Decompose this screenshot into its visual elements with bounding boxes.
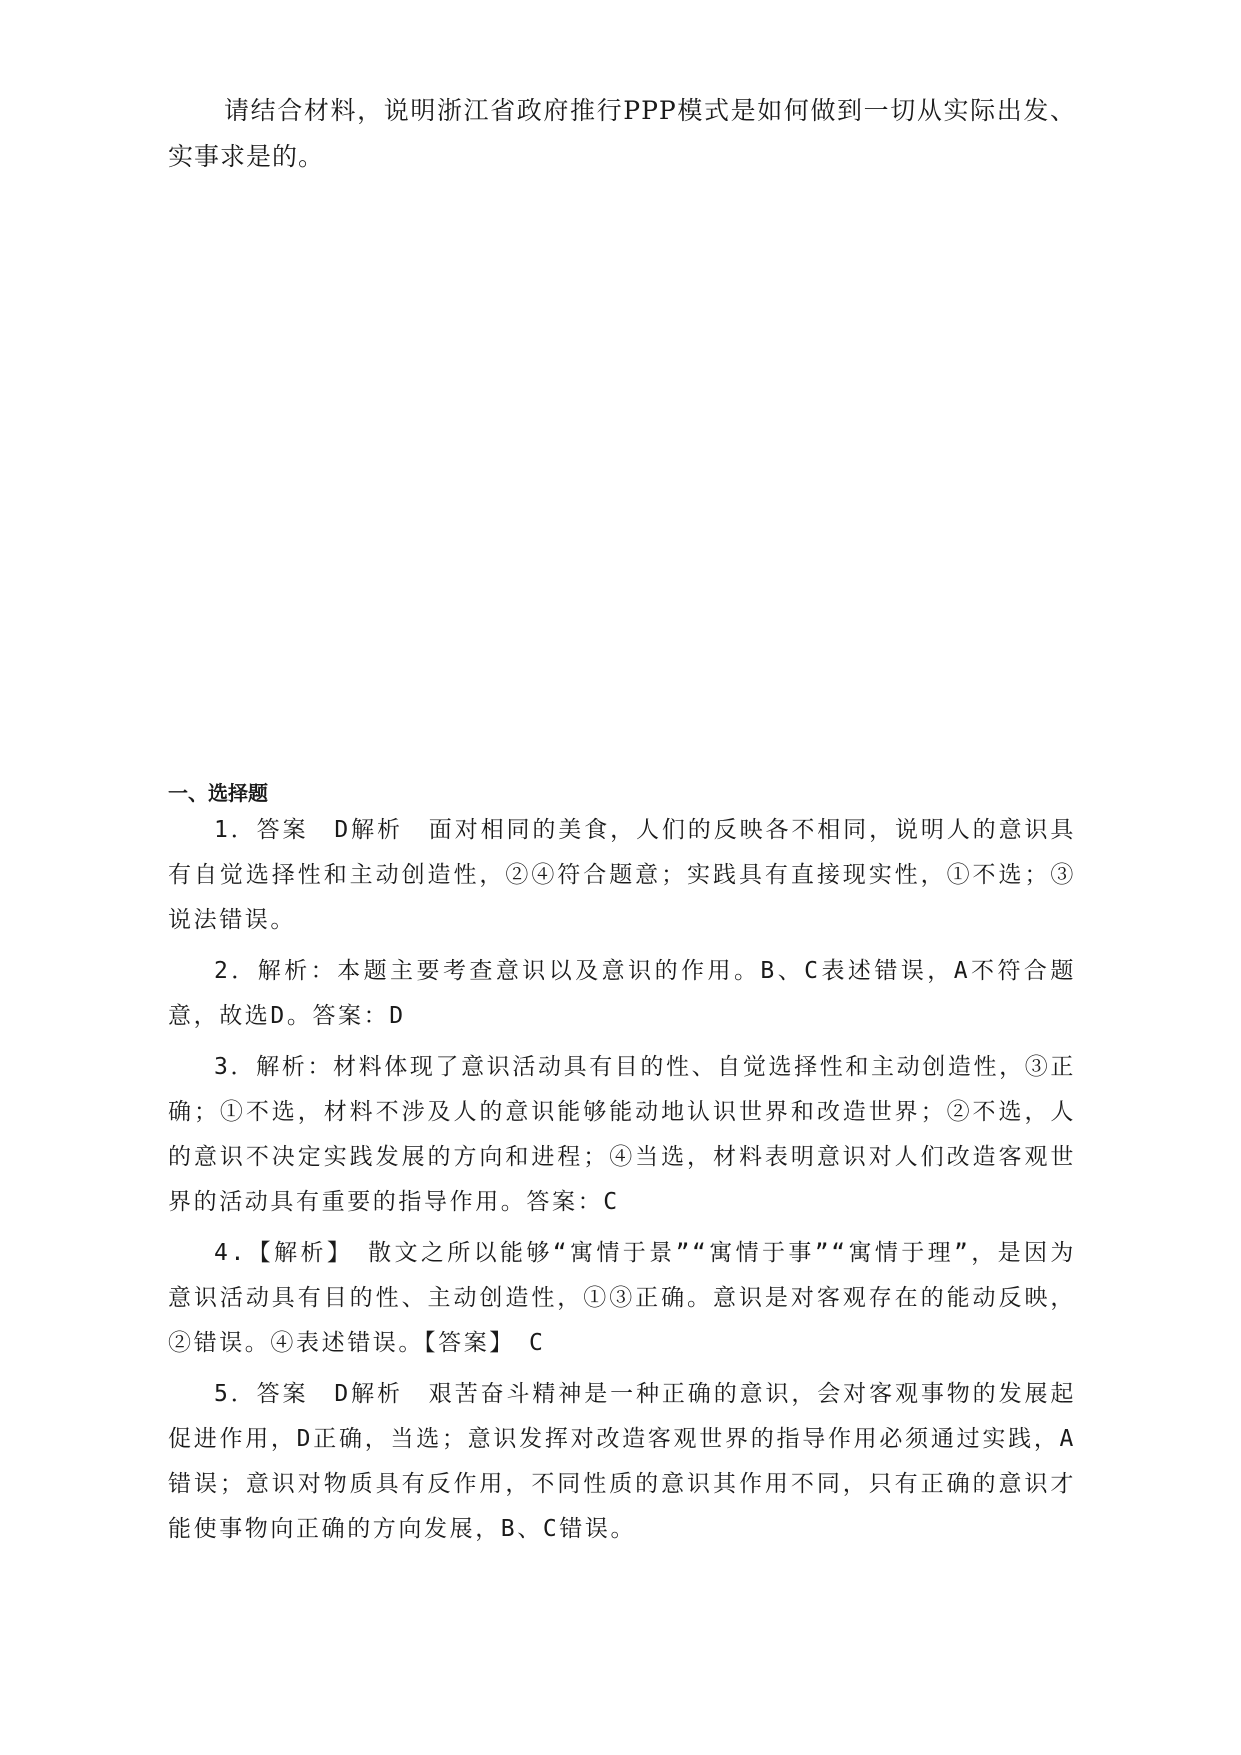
answer-list xyxy=(168,808,1076,1558)
answer-item-1: 1．答案 D解析 面对相同的美食，人们的反映各不相同，说明人的意识具有自觉选择性和主动创造性，②④符合题意；实践具有直接现实性，①不选；③说法错误。 xyxy=(168,817,1076,933)
answer-item-2: 2．解析：本题主要考查意识以及意识的作用。B、C表述错误，A不符合题意，故选D。答案：D xyxy=(168,958,1076,1029)
answer-item-5: 5．答案 D解析 艰苦奋斗精神是一种正确的意识，会对客观事物的发展起促进作用，D正确，当选；意识发挥对改造客观世界的指导作用必须通过实践，A错误；意识对物质具有反作用，不同性质的意识其作用不同，只有正确的意识才能使事物向正确的方向发展，B、C错误。 xyxy=(168,1381,1076,1542)
section-heading: 一、选择题 xyxy=(168,781,268,805)
answer-item-3: 3．解析：材料体现了意识活动具有目的性、自觉选择性和主动创造性，③正确；①不选，材料不涉及人的意识能够能动地认识世界和改造世界；②不选，人的意识不决定实践发展的方向和进程；④当选，材料表明意识对人们改造客观世界的活动具有重要的指导作用。答案：C xyxy=(168,1054,1076,1215)
answer-item-4: 4.【解析】 散文之所以能够“寓情于景”“寓情于事”“寓情于理”，是因为意识活动具有目的性、主动创造性，①③正确。意识是对客观存在的能动反映，②错误。④表述错误。【答案】 C xyxy=(168,1240,1076,1356)
question-prompt: 请结合材料，说明浙江省政府推行PPP模式是如何做到一切从实际出发、实事求是的。 xyxy=(168,96,1076,171)
